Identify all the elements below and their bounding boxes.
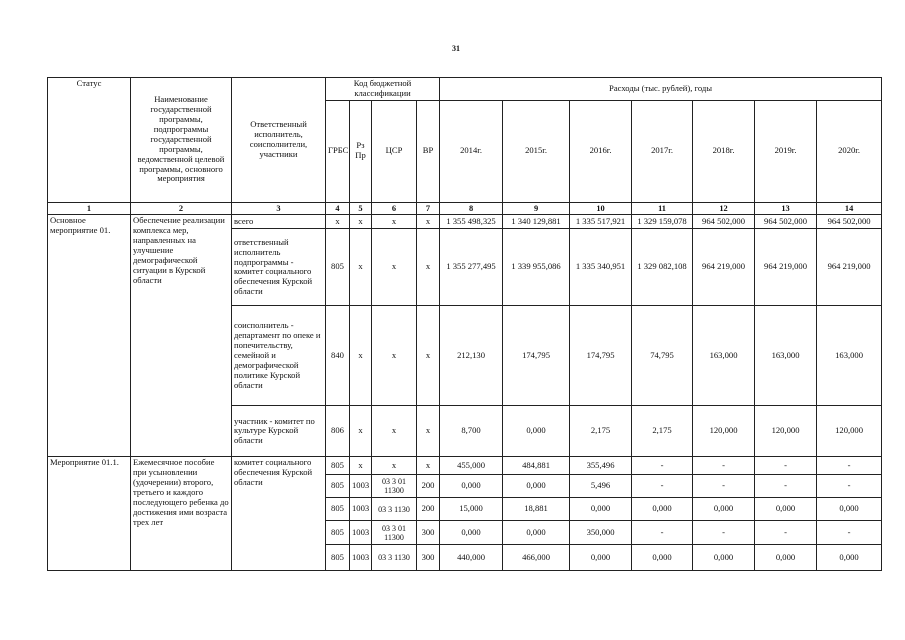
column-index: 6 <box>372 202 417 215</box>
cell-value: 1 340 129,881 <box>503 215 570 229</box>
row-name: Ежемесячное пособие при усыновлении (удочерении) второго, третьего и каждого последующего ребенка до достижения ими возраста трех лет <box>131 457 232 571</box>
cell-value: 0,000 <box>570 545 632 571</box>
cell-value: 0,000 <box>632 498 693 521</box>
cell-value: 0,000 <box>503 475 570 498</box>
cell-value: - <box>693 475 755 498</box>
cell-vr: x <box>417 306 440 406</box>
cell-rzpr: x <box>350 406 372 457</box>
cell-value: 0,000 <box>693 545 755 571</box>
row-responsible: соисполнитель - департамент по опеке и попечительству, семейной и демографической политике Курской области <box>232 306 326 406</box>
cell-vr: x <box>417 215 440 229</box>
cell-value: 163,000 <box>755 306 817 406</box>
cell-value: 355,496 <box>570 457 632 475</box>
cell-value: 120,000 <box>755 406 817 457</box>
cell-value: 0,000 <box>503 406 570 457</box>
cell-value: 1 339 955,086 <box>503 229 570 306</box>
cell-rzpr: x <box>350 457 372 475</box>
cell-vr: 300 <box>417 545 440 571</box>
cell-value: 0,000 <box>817 545 882 571</box>
cell-value: 212,130 <box>440 306 503 406</box>
cell-grbs: x <box>326 215 350 229</box>
cell-value: 1 355 277,495 <box>440 229 503 306</box>
cell-value: 174,795 <box>570 306 632 406</box>
cell-value: 5,496 <box>570 475 632 498</box>
cell-value: 0,000 <box>440 521 503 545</box>
header-year: 2015г. <box>503 100 570 202</box>
cell-value: - <box>632 475 693 498</box>
cell-value: 0,000 <box>755 498 817 521</box>
cell-value: - <box>632 521 693 545</box>
header-budget-code: Код бюджетной классификации <box>326 78 440 101</box>
cell-value: 484,881 <box>503 457 570 475</box>
cell-rzpr: 1003 <box>350 545 372 571</box>
cell-value: - <box>693 457 755 475</box>
header-row-1 <box>48 78 882 101</box>
cell-value: 964 502,000 <box>817 215 882 229</box>
cell-vr: 300 <box>417 521 440 545</box>
row-name: Обеспечение реализации комплекса мер, направленных на улучшение демографической ситуации в Курской области <box>131 215 232 457</box>
cell-value: 0,000 <box>817 498 882 521</box>
row-responsible: всего <box>232 215 326 229</box>
row-status: Мероприятие 01.1. <box>48 457 131 571</box>
cell-value: 350,000 <box>570 521 632 545</box>
cell-grbs: 805 <box>326 457 350 475</box>
cell-vr: 200 <box>417 475 440 498</box>
header-grbs: ГРБС <box>326 100 350 202</box>
table-row <box>48 457 882 475</box>
cell-value: 0,000 <box>693 498 755 521</box>
cell-value: 964 219,000 <box>755 229 817 306</box>
column-index: 14 <box>817 202 882 215</box>
cell-value: 1 329 159,078 <box>632 215 693 229</box>
cell-csr: 03 3 01 11300 <box>372 521 417 545</box>
cell-value: 2,175 <box>570 406 632 457</box>
cell-rzpr: 1003 <box>350 521 372 545</box>
page-number: 31 <box>452 44 460 53</box>
header-year: 2016г. <box>570 100 632 202</box>
column-index: 1 <box>48 202 131 215</box>
cell-csr: 03 3 1130 <box>372 498 417 521</box>
column-index: 5 <box>350 202 372 215</box>
column-index-row <box>48 202 882 215</box>
cell-grbs: 805 <box>326 545 350 571</box>
cell-value: 120,000 <box>693 406 755 457</box>
cell-value: 18,881 <box>503 498 570 521</box>
cell-value: 120,000 <box>817 406 882 457</box>
cell-vr: x <box>417 229 440 306</box>
cell-value: 1 329 082,108 <box>632 229 693 306</box>
cell-value: 0,000 <box>440 475 503 498</box>
column-index: 9 <box>503 202 570 215</box>
cell-rzpr: 1003 <box>350 498 372 521</box>
cell-rzpr: x <box>350 229 372 306</box>
cell-value: 1 355 498,325 <box>440 215 503 229</box>
cell-csr: 03 3 1130 <box>372 545 417 571</box>
header-name: Наименование государственной программы, подпрограммы государственной программы, ведомственной целевой программы, основного мероприятия <box>131 78 232 203</box>
header-rzpr: Рз Пр <box>350 100 372 202</box>
header-status: Статус <box>48 78 131 203</box>
column-index: 8 <box>440 202 503 215</box>
column-index: 2 <box>131 202 232 215</box>
cell-value: 455,000 <box>440 457 503 475</box>
cell-value: - <box>817 475 882 498</box>
cell-grbs: 806 <box>326 406 350 457</box>
column-index: 13 <box>755 202 817 215</box>
cell-value: 440,000 <box>440 545 503 571</box>
header-responsible: Ответственный исполнитель, соисполнители, участники <box>232 78 326 203</box>
cell-value: 74,795 <box>632 306 693 406</box>
cell-vr: x <box>417 406 440 457</box>
cell-value: 163,000 <box>693 306 755 406</box>
header-year: 2014г. <box>440 100 503 202</box>
budget-table <box>47 77 882 571</box>
cell-value: - <box>817 521 882 545</box>
cell-value: 174,795 <box>503 306 570 406</box>
cell-value: 964 502,000 <box>755 215 817 229</box>
cell-csr: x <box>372 457 417 475</box>
cell-csr: x <box>372 215 417 229</box>
cell-grbs: 840 <box>326 306 350 406</box>
cell-rzpr: 1003 <box>350 475 372 498</box>
cell-grbs: 805 <box>326 498 350 521</box>
cell-value: 0,000 <box>632 545 693 571</box>
cell-value: 0,000 <box>570 498 632 521</box>
cell-value: 1 335 340,951 <box>570 229 632 306</box>
header-csr: ЦСР <box>372 100 417 202</box>
cell-value: - <box>755 521 817 545</box>
header-year: 2017г. <box>632 100 693 202</box>
cell-csr: 03 3 01 11300 <box>372 475 417 498</box>
cell-value: 964 219,000 <box>693 229 755 306</box>
cell-value: 964 219,000 <box>817 229 882 306</box>
row-responsible: комитет социального обеспечения Курской области <box>232 457 326 571</box>
cell-value: 15,000 <box>440 498 503 521</box>
cell-value: - <box>693 521 755 545</box>
cell-value: 466,000 <box>503 545 570 571</box>
cell-grbs: 805 <box>326 521 350 545</box>
cell-csr: x <box>372 229 417 306</box>
row-status: Основное мероприятие 01. <box>48 215 131 457</box>
header-vr: ВР <box>417 100 440 202</box>
header-year: 2020г. <box>817 100 882 202</box>
cell-value: - <box>632 457 693 475</box>
column-index: 3 <box>232 202 326 215</box>
cell-vr: 200 <box>417 498 440 521</box>
row-responsible: ответственный исполнитель подпрограммы - комитет социального обеспечения Курской области <box>232 229 326 306</box>
header-year: 2018г. <box>693 100 755 202</box>
cell-value: 2,175 <box>632 406 693 457</box>
cell-value: 0,000 <box>503 521 570 545</box>
column-index: 4 <box>326 202 350 215</box>
header-expenses: Расходы (тыс. рублей), годы <box>440 78 882 101</box>
cell-grbs: 805 <box>326 229 350 306</box>
column-index: 11 <box>632 202 693 215</box>
cell-value: 8,700 <box>440 406 503 457</box>
cell-value: 964 502,000 <box>693 215 755 229</box>
cell-value: - <box>817 457 882 475</box>
cell-csr: x <box>372 306 417 406</box>
cell-csr: x <box>372 406 417 457</box>
cell-rzpr: x <box>350 215 372 229</box>
cell-value: 1 335 517,921 <box>570 215 632 229</box>
column-index: 12 <box>693 202 755 215</box>
cell-value: - <box>755 457 817 475</box>
cell-rzpr: x <box>350 306 372 406</box>
row-responsible: участник - комитет по культуре Курской области <box>232 406 326 457</box>
column-index: 10 <box>570 202 632 215</box>
cell-value: - <box>755 475 817 498</box>
cell-value: 0,000 <box>755 545 817 571</box>
cell-grbs: 805 <box>326 475 350 498</box>
header-year: 2019г. <box>755 100 817 202</box>
cell-vr: x <box>417 457 440 475</box>
cell-value: 163,000 <box>817 306 882 406</box>
table-row <box>48 215 882 229</box>
column-index: 7 <box>417 202 440 215</box>
